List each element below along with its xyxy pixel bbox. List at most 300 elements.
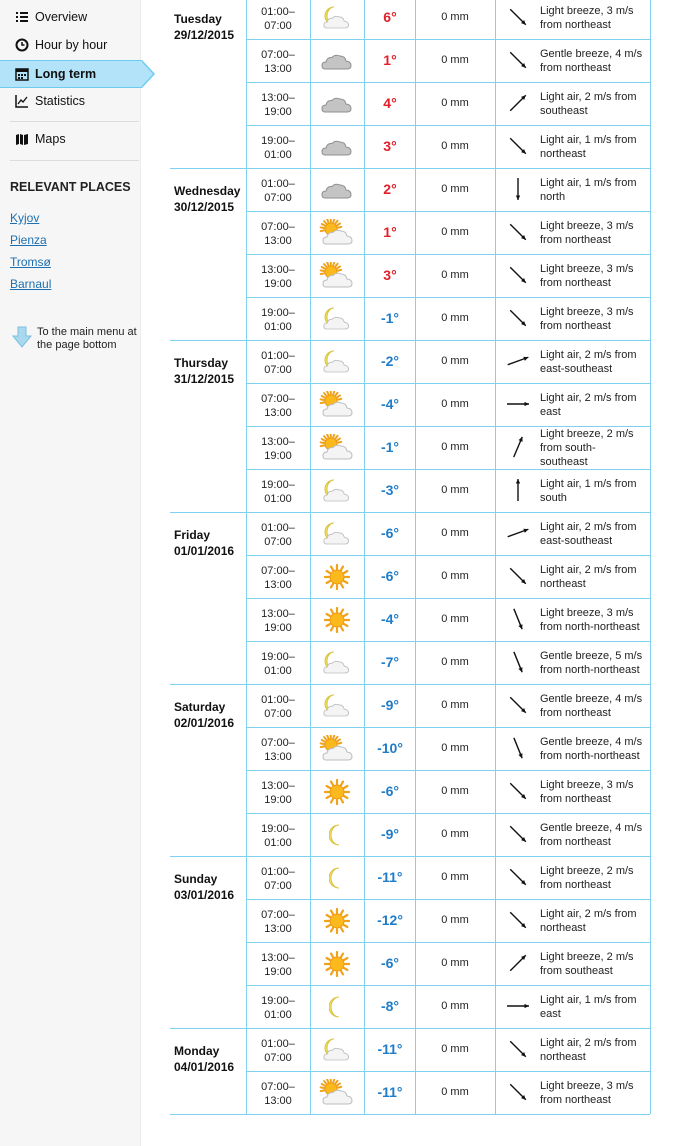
moon-cloud-icon <box>310 469 364 512</box>
precipitation: 0 mm <box>441 441 469 453</box>
table-bottom-line <box>170 1114 650 1115</box>
time-start: 13:00– <box>261 952 295 964</box>
nav-hour-by-hour[interactable] <box>0 32 140 58</box>
forecast-row <box>170 555 650 598</box>
precipitation: 0 mm <box>441 312 469 324</box>
wind-arrow-icon <box>500 727 536 770</box>
wind-line: from north-northeast <box>540 621 640 633</box>
time-end: 13:00 <box>264 579 292 591</box>
wind-line: from north-northeast <box>540 664 640 676</box>
wind-line: Light breeze, 2 m/s <box>540 951 634 963</box>
wind-description <box>540 1036 650 1064</box>
temperature: -1° <box>380 310 400 326</box>
temperature: -3° <box>380 482 400 498</box>
precipitation: 0 mm <box>441 785 469 797</box>
wind-line: from south- <box>540 442 596 454</box>
time-period <box>246 650 310 678</box>
column-separator <box>310 0 311 1114</box>
time-start: 01:00– <box>261 522 295 534</box>
clock-icon <box>15 38 29 52</box>
wind-description <box>540 950 650 978</box>
wind-description <box>540 735 650 763</box>
precipitation: 0 mm <box>441 1043 469 1055</box>
wind-line: northeast <box>540 922 586 934</box>
time-end: 13:00 <box>264 751 292 763</box>
wind-line: Light breeze, 3 m/s <box>540 263 634 275</box>
row-separator <box>246 469 650 470</box>
forecast-row <box>170 641 650 684</box>
nav-label: Statistics <box>35 94 86 108</box>
sun-cloud-icon <box>310 426 364 469</box>
forecast-row <box>170 985 650 1028</box>
time-start: 19:00– <box>261 307 295 319</box>
moon-icon <box>310 985 364 1028</box>
time-start: 19:00– <box>261 995 295 1007</box>
day-name: Friday <box>174 528 211 542</box>
time-end: 01:00 <box>264 1009 292 1021</box>
column-separator <box>364 0 365 1114</box>
time-start: 01:00– <box>261 6 295 18</box>
time-period <box>246 822 310 850</box>
time-end: 19:00 <box>264 106 292 118</box>
forecast-row <box>170 512 650 555</box>
sun-cloud-icon <box>310 1071 364 1114</box>
wind-description <box>540 520 650 548</box>
time-end: 07:00 <box>264 192 292 204</box>
wind-line: from northeast <box>540 320 611 332</box>
wind-description <box>540 692 650 720</box>
time-end: 01:00 <box>264 837 292 849</box>
time-start: 01:00– <box>261 694 295 706</box>
moon-cloud-icon <box>310 641 364 684</box>
arrow-down-icon <box>12 326 32 352</box>
temperature: -6° <box>380 568 400 584</box>
nav-statistics[interactable] <box>0 88 140 114</box>
temperature: 1° <box>383 224 397 240</box>
place-link-kyjov[interactable]: Kyjov <box>10 211 40 225</box>
wind-line: from northeast <box>540 836 611 848</box>
row-separator <box>246 813 650 814</box>
precipitation: 0 mm <box>441 613 469 625</box>
forecast-row <box>170 1071 650 1114</box>
wind-line: Gentle breeze, 5 m/s <box>540 650 643 662</box>
temperature: -11° <box>377 869 403 885</box>
forecast-row <box>170 340 650 383</box>
wind-arrow-icon <box>500 770 536 813</box>
time-start: 19:00– <box>261 823 295 835</box>
time-end: 07:00 <box>264 1052 292 1064</box>
row-separator <box>246 39 650 40</box>
sun-icon <box>310 770 364 813</box>
time-end: 13:00 <box>264 1095 292 1107</box>
wind-description <box>540 993 650 1021</box>
row-separator <box>246 985 650 986</box>
wind-line: Light breeze, 3 m/s <box>540 1080 634 1092</box>
wind-line: Light breeze, 3 m/s <box>540 220 634 232</box>
nav-label: Hour by hour <box>35 38 108 52</box>
divider <box>10 121 139 122</box>
temperature: -6° <box>380 955 400 971</box>
place-link-pienza[interactable]: Pienza <box>10 233 47 247</box>
time-end: 07:00 <box>264 708 292 720</box>
wind-arrow-icon <box>500 684 536 727</box>
wind-line: Light air, 1 m/s from <box>540 994 637 1006</box>
wind-arrow-icon <box>500 82 536 125</box>
sun-cloud-icon <box>310 727 364 770</box>
column-separator <box>246 0 247 1114</box>
wind-description <box>540 348 650 376</box>
wind-line: northeast <box>540 1051 586 1063</box>
time-start: 07:00– <box>261 393 295 405</box>
time-period <box>246 392 310 420</box>
sidebar <box>0 0 141 1146</box>
wind-arrow-icon <box>500 383 536 426</box>
time-period <box>246 1037 310 1065</box>
day-name: Thursday <box>174 356 229 370</box>
wind-description <box>540 4 650 32</box>
row-separator <box>246 770 650 771</box>
wind-arrow-icon <box>500 254 536 297</box>
time-end: 07:00 <box>264 880 292 892</box>
forecast-row <box>170 125 650 168</box>
time-period <box>246 994 310 1022</box>
wind-line: north <box>540 191 566 203</box>
precipitation: 0 mm <box>441 957 469 969</box>
nav-overview[interactable] <box>0 4 140 30</box>
time-period <box>246 865 310 893</box>
day-date: 31/12/2015 <box>174 372 235 386</box>
forecast-row <box>170 297 650 340</box>
precipitation: 0 mm <box>441 355 469 367</box>
wind-line: Gentle breeze, 4 m/s <box>540 693 643 705</box>
to-main-menu-label: To the main menu at the page bottom <box>37 326 137 351</box>
place-link-tromso[interactable]: Tromsø <box>10 255 51 269</box>
wind-line: Gentle breeze, 4 m/s <box>540 736 643 748</box>
time-end: 07:00 <box>264 20 292 32</box>
row-separator <box>246 211 650 212</box>
wind-arrow-icon <box>500 899 536 942</box>
temperature: -9° <box>380 697 400 713</box>
forecast-row <box>170 598 650 641</box>
row-separator <box>246 383 650 384</box>
wind-arrow-icon <box>500 125 536 168</box>
calendar-icon <box>15 67 29 81</box>
wind-line: Light breeze, 3 m/s <box>540 607 634 619</box>
time-period <box>246 521 310 549</box>
wind-description <box>540 427 650 469</box>
wind-description <box>540 649 650 677</box>
wind-line: Light air, 1 m/s from <box>540 478 637 490</box>
precipitation: 0 mm <box>441 527 469 539</box>
time-start: 19:00– <box>261 135 295 147</box>
time-start: 13:00– <box>261 780 295 792</box>
wind-line: south <box>540 492 567 504</box>
time-end: 01:00 <box>264 321 292 333</box>
time-start: 07:00– <box>261 221 295 233</box>
wind-line: Light air, 2 m/s from <box>540 91 637 103</box>
precipitation: 0 mm <box>441 1086 469 1098</box>
moon-icon <box>310 813 364 856</box>
time-end: 19:00 <box>264 794 292 806</box>
temperature: 3° <box>383 138 397 154</box>
row-separator <box>246 1071 650 1072</box>
row-separator <box>246 598 650 599</box>
wind-line: from northeast <box>540 234 611 246</box>
wind-arrow-icon <box>500 211 536 254</box>
wind-line: from north-northeast <box>540 750 640 762</box>
time-start: 13:00– <box>261 608 295 620</box>
wind-line: Gentle breeze, 4 m/s <box>540 48 643 60</box>
temperature: -10° <box>377 740 403 756</box>
temperature: -12° <box>377 912 403 928</box>
row-separator <box>246 942 650 943</box>
wind-line: Light breeze, 3 m/s <box>540 779 634 791</box>
moon-cloud-icon <box>310 512 364 555</box>
sun-icon <box>310 899 364 942</box>
time-end: 13:00 <box>264 923 292 935</box>
wind-arrow-icon <box>500 942 536 985</box>
wind-description <box>540 821 650 849</box>
forecast-row <box>170 727 650 770</box>
time-period <box>246 349 310 377</box>
time-period <box>246 263 310 291</box>
wind-description <box>540 563 650 591</box>
moon-cloud-icon <box>310 0 364 39</box>
wind-description <box>540 262 650 290</box>
forecast-row <box>170 383 650 426</box>
forecast-row <box>170 813 650 856</box>
nav-label: Maps <box>35 132 66 146</box>
precipitation: 0 mm <box>441 140 469 152</box>
moon-cloud-icon <box>310 340 364 383</box>
precipitation: 0 mm <box>441 742 469 754</box>
time-start: 07:00– <box>261 737 295 749</box>
time-end: 13:00 <box>264 407 292 419</box>
day-date: 03/01/2016 <box>174 888 235 902</box>
wind-arrow-icon <box>500 426 536 469</box>
time-start: 07:00– <box>261 49 295 61</box>
time-start: 01:00– <box>261 1038 295 1050</box>
sun-cloud-icon <box>310 211 364 254</box>
wind-line: Light air, 2 m/s from <box>540 349 637 361</box>
forecast-row <box>170 39 650 82</box>
nav-long-term[interactable] <box>0 60 142 88</box>
wind-line: Gentle breeze, 4 m/s <box>540 822 643 834</box>
temperature: -7° <box>380 654 400 670</box>
time-start: 13:00– <box>261 436 295 448</box>
wind-line: Light air, 1 m/s from <box>540 177 637 189</box>
precipitation: 0 mm <box>441 871 469 883</box>
row-separator <box>246 555 650 556</box>
time-period <box>246 564 310 592</box>
wind-line: Light breeze, 2 m/s <box>540 428 634 440</box>
moon-cloud-icon <box>310 1028 364 1071</box>
wind-description <box>540 778 650 806</box>
wind-description <box>540 606 650 634</box>
time-end: 01:00 <box>264 149 292 161</box>
moon-icon <box>310 856 364 899</box>
sun-cloud-icon <box>310 383 364 426</box>
wind-arrow-icon <box>500 168 536 211</box>
time-end: 01:00 <box>264 665 292 677</box>
precipitation: 0 mm <box>441 398 469 410</box>
wind-line: from northeast <box>540 277 611 289</box>
precipitation: 0 mm <box>441 54 469 66</box>
time-period <box>246 478 310 506</box>
temperature: 3° <box>383 267 397 283</box>
wind-line: Light air, 2 m/s from <box>540 521 637 533</box>
day-date: 29/12/2015 <box>174 28 235 42</box>
time-end: 19:00 <box>264 278 292 290</box>
wind-line: east <box>540 406 561 418</box>
day-date: 04/01/2016 <box>174 1060 235 1074</box>
chart-icon <box>15 94 29 108</box>
precipitation: 0 mm <box>441 11 469 23</box>
wind-arrow-icon <box>500 297 536 340</box>
wind-line: from northeast <box>540 793 611 805</box>
list-icon <box>15 10 29 24</box>
temperature: -2° <box>380 353 400 369</box>
cloud-icon <box>310 168 364 211</box>
forecast-row <box>170 856 650 899</box>
wind-line: Light air, 2 m/s from <box>540 1037 637 1049</box>
wind-arrow-icon <box>500 856 536 899</box>
time-end: 01:00 <box>264 493 292 505</box>
temperature: -6° <box>380 525 400 541</box>
wind-description <box>540 1079 650 1107</box>
sun-icon <box>310 942 364 985</box>
forecast-row <box>170 254 650 297</box>
nav-maps[interactable] <box>0 126 140 152</box>
wind-description <box>540 305 650 333</box>
time-period <box>246 306 310 334</box>
day-date: 01/01/2016 <box>174 544 235 558</box>
column-separator <box>415 0 416 1114</box>
wind-arrow-icon <box>500 598 536 641</box>
wind-arrow-icon <box>500 555 536 598</box>
day-date: 02/01/2016 <box>174 716 235 730</box>
time-period <box>246 48 310 76</box>
row-separator <box>246 82 650 83</box>
wind-line: east-southeast <box>540 363 613 375</box>
place-link-barnaul[interactable]: Barnaul <box>10 277 52 291</box>
forecast-row <box>170 168 650 211</box>
nav-label: Overview <box>35 10 88 24</box>
precipitation: 0 mm <box>441 828 469 840</box>
wind-description <box>540 864 650 892</box>
wind-line: southeast <box>540 105 588 117</box>
sun-icon <box>310 598 364 641</box>
time-start: 19:00– <box>261 651 295 663</box>
wind-description <box>540 907 650 935</box>
wind-line: from northeast <box>540 62 611 74</box>
wind-line: east <box>540 1008 561 1020</box>
forecast-row <box>170 211 650 254</box>
forecast-row <box>170 942 650 985</box>
time-period <box>246 908 310 936</box>
day-name: Monday <box>174 1044 220 1058</box>
time-end: 07:00 <box>264 364 292 376</box>
wind-line: northeast <box>540 148 586 160</box>
wind-line: from southeast <box>540 965 613 977</box>
wind-arrow-icon <box>500 985 536 1028</box>
wind-line: Light air, 2 m/s from <box>540 908 637 920</box>
temperature: 2° <box>383 181 397 197</box>
wind-arrow-icon <box>500 39 536 82</box>
time-start: 19:00– <box>261 479 295 491</box>
cloud-icon <box>310 125 364 168</box>
wind-arrow-icon <box>500 641 536 684</box>
wind-line: Light air, 2 m/s from <box>540 564 637 576</box>
temperature: 1° <box>383 52 397 68</box>
row-separator <box>246 899 650 900</box>
temperature: -1° <box>380 439 400 455</box>
wind-description <box>540 477 650 505</box>
time-start: 07:00– <box>261 909 295 921</box>
wind-description <box>540 219 650 247</box>
precipitation: 0 mm <box>441 656 469 668</box>
time-end: 19:00 <box>264 966 292 978</box>
forecast-row <box>170 1028 650 1071</box>
wind-arrow-icon <box>500 1028 536 1071</box>
time-end: 13:00 <box>264 235 292 247</box>
precipitation: 0 mm <box>441 269 469 281</box>
wind-line: Light breeze, 3 m/s <box>540 5 634 17</box>
time-period <box>246 951 310 979</box>
precipitation: 0 mm <box>441 1000 469 1012</box>
time-period <box>246 1080 310 1108</box>
time-start: 01:00– <box>261 866 295 878</box>
moon-cloud-icon <box>310 297 364 340</box>
precipitation: 0 mm <box>441 570 469 582</box>
time-period <box>246 5 310 33</box>
temperature: -4° <box>380 396 400 412</box>
wind-line: from northeast <box>540 1094 611 1106</box>
wind-description <box>540 90 650 118</box>
forecast-row <box>170 0 650 39</box>
wind-arrow-icon <box>500 1071 536 1114</box>
wind-line: northeast <box>540 578 586 590</box>
temperature: -11° <box>377 1041 403 1057</box>
time-start: 07:00– <box>261 1081 295 1093</box>
wind-line: from northeast <box>540 879 611 891</box>
time-start: 13:00– <box>261 264 295 276</box>
day-name: Sunday <box>174 872 218 886</box>
precipitation: 0 mm <box>441 226 469 238</box>
row-separator <box>246 297 650 298</box>
wind-arrow-icon <box>500 813 536 856</box>
wind-line: east-southeast <box>540 535 613 547</box>
day-name: Tuesday <box>174 12 222 26</box>
row-separator <box>246 641 650 642</box>
temperature: -4° <box>380 611 400 627</box>
time-end: 13:00 <box>264 63 292 75</box>
wind-line: Light air, 2 m/s from <box>540 392 637 404</box>
wind-description <box>540 47 650 75</box>
time-period <box>246 220 310 248</box>
wind-arrow-icon <box>500 469 536 512</box>
time-end: 19:00 <box>264 450 292 462</box>
column-separator <box>650 0 651 1114</box>
time-period <box>246 693 310 721</box>
precipitation: 0 mm <box>441 914 469 926</box>
row-separator <box>246 125 650 126</box>
forecast-row <box>170 770 650 813</box>
time-period <box>246 134 310 162</box>
wind-description <box>540 391 650 419</box>
temperature: -8° <box>380 998 400 1014</box>
temperature: -6° <box>380 783 400 799</box>
